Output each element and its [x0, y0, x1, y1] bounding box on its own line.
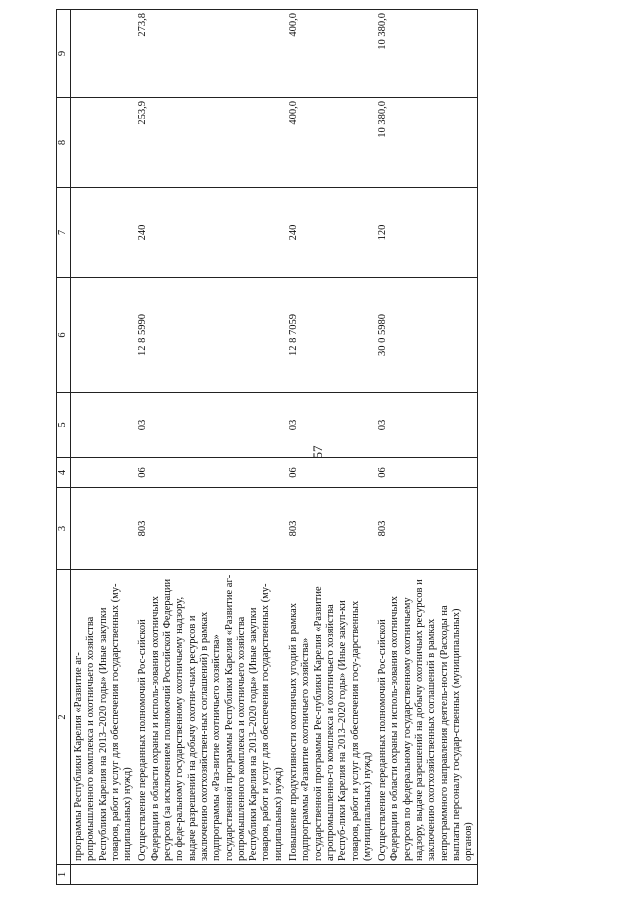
- section-cell: 06: [375, 458, 477, 488]
- row-index-cell: [71, 865, 136, 885]
- section-cell: [71, 458, 136, 488]
- header-cell: 8: [57, 98, 71, 188]
- header-cell: 3: [57, 488, 71, 570]
- header-cell: 6: [57, 278, 71, 393]
- amount-cell: 10 380,0: [375, 98, 477, 188]
- target-article-cell: 12 8 7059: [286, 278, 375, 393]
- table-header-row: [57, 10, 71, 885]
- ministry-code-cell: 803: [375, 488, 477, 570]
- amount-cell: [71, 10, 136, 98]
- subsection-cell: 03: [286, 393, 375, 458]
- subsection-cell: 03: [375, 393, 477, 458]
- header-cell: 1: [57, 865, 71, 885]
- section-cell: 06: [135, 458, 286, 488]
- expense-type-cell: 240: [135, 188, 286, 278]
- target-article-cell: 12 8 5990: [135, 278, 286, 393]
- rotated-table-area: [56, 10, 636, 885]
- amount-cell: 253,9: [135, 98, 286, 188]
- amount-cell: 273,8: [135, 10, 286, 98]
- subsection-cell: 03: [135, 393, 286, 458]
- description-cell: программы Республики Карелия «Развитие аг-ропромышленного комплекса и охотничьего хозяйства Республики Карелия на 2013–2020 годы» (Иные закупки товаров, работ и услуг для обеспечения государственных (му-ниципальных) нужд): [71, 570, 136, 865]
- amount-cell: 400,0: [286, 98, 375, 188]
- row-index-cell: [135, 865, 286, 885]
- page-number: 57: [310, 445, 325, 459]
- expense-type-cell: 120: [375, 188, 477, 278]
- target-article-cell: [71, 278, 136, 393]
- section-cell: 06: [286, 458, 375, 488]
- description-cell: Осуществление переданных полномочий Рос-сийской Федерации в области охраны и исполь-зования охотничьих ресурсов (за исключением полномочий Российской Федерации по феде-ральному государственному охотничьему надзору, выдаче разрешений на добычу охотни-чьих ресурсов и заключению охотхозяйствен-ных соглашений) в рамках подпрограммы «Раз-витие охотничьего хозяйства» государственной программы Республики Карелия «Развитие аг-ропромышленного комплекса и охотничьего хозяйства Республики Карелия на 2013–2020 годы» (Иные закупки товаров, работ и услуг для обеспечения государственных (му-ниципальных) нужд): [135, 570, 286, 865]
- ministry-code-cell: 803: [286, 488, 375, 570]
- target-article-cell: 30 0 5980: [375, 278, 477, 393]
- amount-cell: 400,0: [286, 10, 375, 98]
- header-cell: 7: [57, 188, 71, 278]
- table-row: [71, 10, 136, 885]
- row-index-cell: [286, 865, 375, 885]
- subsection-cell: [71, 393, 136, 458]
- amount-cell: [71, 98, 136, 188]
- budget-table: [56, 9, 478, 885]
- table-row: [375, 10, 477, 885]
- row-index-cell: [375, 865, 477, 885]
- ministry-code-cell: [71, 488, 136, 570]
- header-cell: 9: [57, 10, 71, 98]
- header-cell: 4: [57, 458, 71, 488]
- expense-type-cell: 240: [286, 188, 375, 278]
- expense-type-cell: [71, 188, 136, 278]
- header-cell: 5: [57, 393, 71, 458]
- table-row: [135, 10, 286, 885]
- amount-cell: 10 380,0: [375, 10, 477, 98]
- header-cell: 2: [57, 570, 71, 865]
- description-cell: Осуществление переданных полномочий Рос-сийской Федерации в области охраны и исполь-зования охотничьих ресурсов по федеральному государственному охотничьему надзору, выдаче разрешений на добычу охотничьих ресурсов и заключению охотхозяйственных соглашений в рамках непрограммного направления деятель-ности (Расходы на выплаты персоналу государ-ственных (муниципальных) органов): [375, 570, 477, 865]
- ministry-code-cell: 803: [135, 488, 286, 570]
- description-cell: Повышение продуктивности охотничьих угодий в рамках подпрограммы «Развитие охотничьего хозяйства» государственной программы Рес-публики Карелия «Развитие агропромышленно-го комплекса и охотничьего хозяйства Респуб-лики Карелия на 2013–2020 годы» (Иные закуп-ки товаров, работ и услуг для обеспечения госу-дарственных (муниципальных) нужд): [286, 570, 375, 865]
- table-row: [286, 10, 375, 885]
